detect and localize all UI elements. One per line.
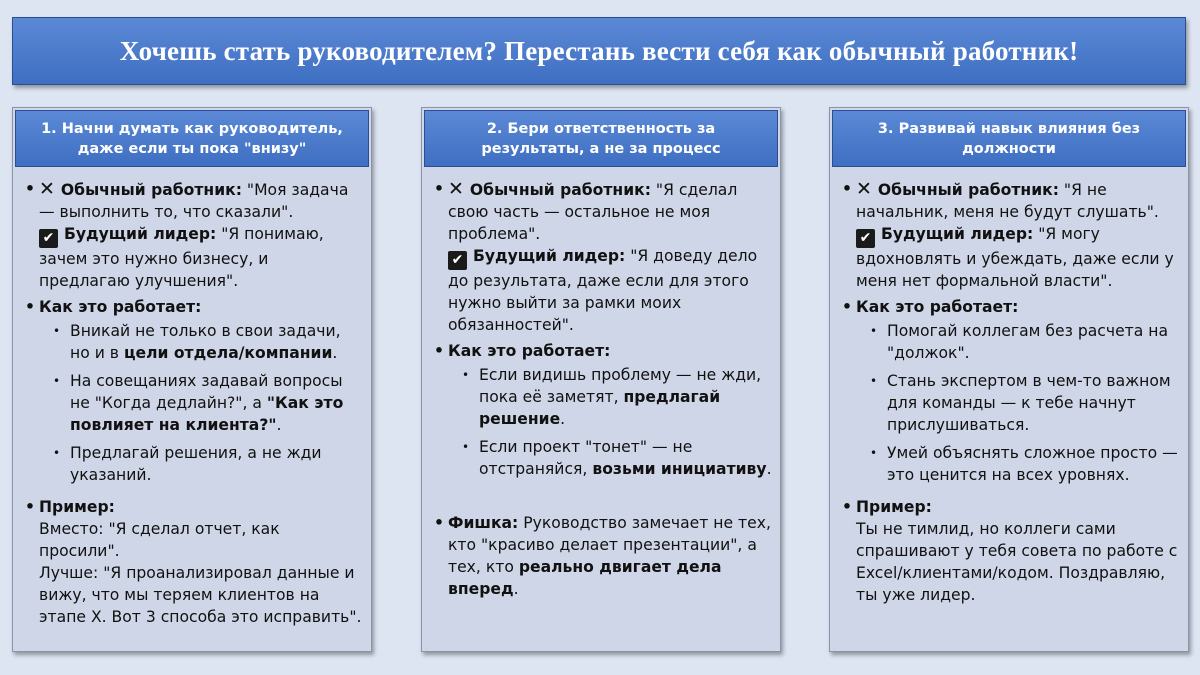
example-line: Лучше: "Я проанализировал данные и вижу, что мы теряем клиентов на этапе X. Вот 3 способа это исправить". [39,564,362,626]
list-item: • Стань экспертом в чем-то важном для команды — к тебе начнут прислушиваться. [870,372,1171,434]
example-line: Вместо: "Я сделал отчет, как просили". [39,520,280,560]
bullet: • [434,180,444,198]
list-item: • Предлагай решения, а не жди указаний. [53,444,322,484]
bullet: • [25,180,35,198]
how-it-works-item [434,340,772,486]
column-header: 2. Бери ответственность за результаты, а не за процесс [424,110,778,167]
title-banner [12,17,1186,85]
cross-icon: ✕ [448,178,464,200]
bullet: • [842,498,852,516]
list-item: • Если проект "тонет" — не отстраняйся, возьми инициативу. [462,438,772,478]
example-item [25,496,363,628]
check-icon: ✔ [856,229,875,248]
leader-quote: "Я могу вдохновлять и убеждать, даже если у меня нет формальной власти". [856,225,1174,290]
check-icon: ✔ [448,251,467,270]
column-header: 3. Развивай навык влияния без должности [832,110,1186,167]
bullet: • [434,342,444,360]
comparison-item [842,178,1180,292]
leader-quote: "Я доведу дело до результата, даже если для этого нужно выйти за рамки моих обязанностей". [448,247,758,334]
check-icon: ✔ [39,229,58,248]
comparison-item [25,178,363,292]
comparison-item [434,178,772,336]
how-it-works-list [856,320,1180,486]
worker-label: Обычный работник: [60,181,242,199]
tip-item: • Фишка: Руководство замечает не тех, кто "красиво делает презентации", а тех, кто реально двигает дела вперед. [434,514,771,598]
how-it-works-item [25,296,363,492]
bullet: • [842,180,852,198]
column-header: 1. Начни думать как руководитель, даже если ты пока "внизу" [15,110,369,167]
list-item: • Помогай коллегам без расчета на "должок". [870,322,1169,362]
tip-emphasis: реально двигает дела вперед [448,558,722,598]
column-3 [829,107,1189,652]
tip-text: Руководство замечает не тех, кто "красиво делает презентации", а тех, кто [448,514,771,576]
cross-icon: ✕ [39,178,55,200]
list-item: • На совещаниях задавай вопросы не "Когда дедлайн?", а "Как это повлияет на клиента?". [53,372,344,434]
how-it-works-label: Как это работает: [39,298,202,316]
worker-quote: "Моя задача — выполнить то, что сказали". [39,181,349,221]
page-title: Хочешь стать руководителем? Перестань вести себя как обычный работник! [119,35,1079,66]
how-it-works-list [448,364,772,480]
column-body [842,178,1180,610]
worker-quote: "Я сделал свою часть — остальное не моя проблема". [448,181,738,243]
how-it-works-label: Как это работает: [448,342,611,360]
how-it-works-list [39,320,363,486]
bullet: • [25,298,35,316]
column-1 [12,107,372,652]
example-line: Ты не тимлид, но коллеги сами спрашивают у тебя совета по работе с Excel/клиентами/кодом. Поздравляю, ты уже лидер. [856,520,1178,604]
list-item: • Вникай не только в свои задачи, но и в цели отдела/компании. [53,322,341,362]
bullet: • [434,514,444,532]
how-it-works-item [842,296,1180,492]
example-label: Пример: [39,498,115,516]
leader-label: Будущий лидер: [473,247,626,265]
cross-icon: ✕ [856,178,872,200]
column-body [25,178,363,632]
how-it-works-label: Как это работает: [856,298,1019,316]
worker-quote: "Я не начальник, меня не будут слушать". [856,181,1159,221]
tip-label: Фишка: [448,514,519,532]
worker-label: Обычный работник: [469,181,651,199]
worker-label: Обычный работник: [877,181,1059,199]
column-2 [421,107,781,652]
list-item: • Умей объяснять сложное просто — это ценится на всех уровнях. [870,444,1178,484]
example-label: Пример: [856,498,932,516]
leader-quote: "Я понимаю, зачем это нужно бизнесу, и предлагаю улучшения". [39,225,324,290]
list-item: • Если видишь проблему — не жди, пока её заметят, предлагай решение. [462,366,762,428]
example-item [842,496,1180,606]
leader-label: Будущий лидер: [881,225,1034,243]
bullet: • [842,298,852,316]
bullet: • [25,498,35,516]
leader-label: Будущий лидер: [64,225,217,243]
column-body [434,178,772,604]
